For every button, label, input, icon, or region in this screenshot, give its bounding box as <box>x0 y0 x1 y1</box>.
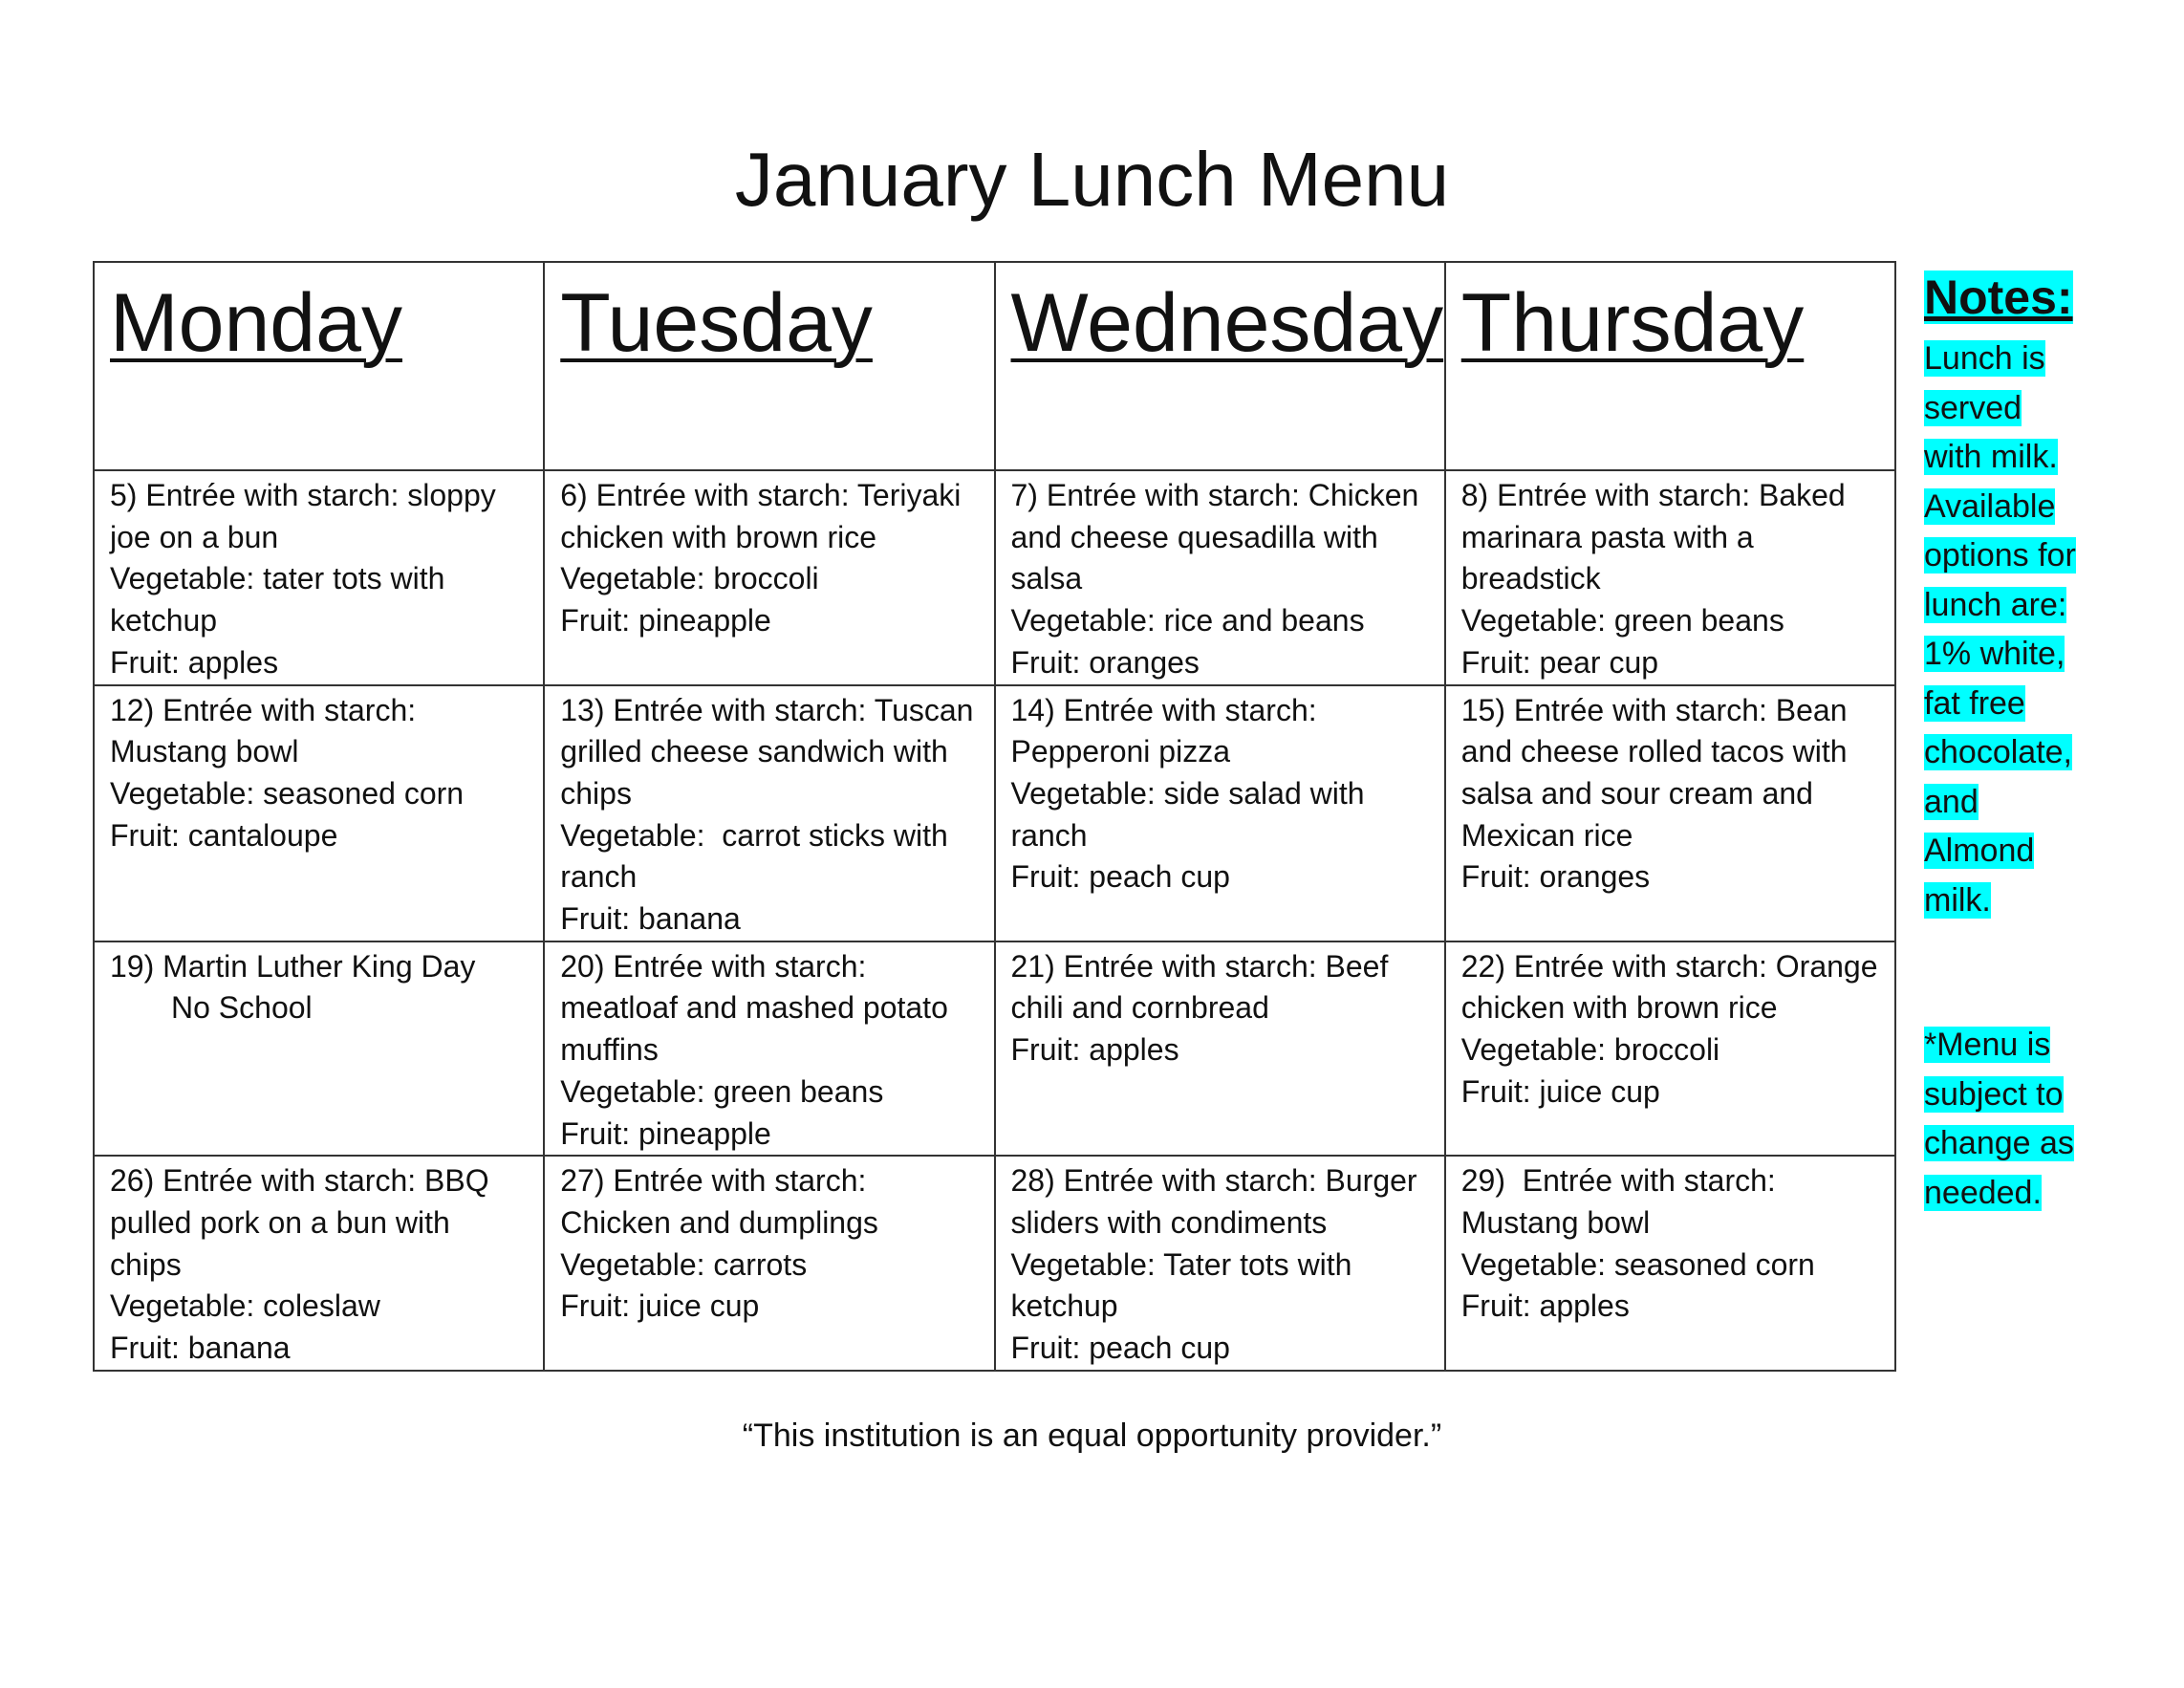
menu-line: Fruit: banana <box>560 901 741 937</box>
menu-cell-jan-12 <box>94 685 544 941</box>
note-line: with milk. <box>1924 439 2058 475</box>
menu-cell-jan-6 <box>544 470 994 685</box>
menu-line: Vegetable: seasoned corn <box>1460 1246 1815 1282</box>
day-header-row <box>94 262 1895 470</box>
menu-line: Fruit: oranges <box>1460 859 1651 895</box>
menu-line: 5) Entrée with starch: sloppy joe on a bun <box>110 478 505 554</box>
week-row-2 <box>94 685 1895 941</box>
menu-cell-jan-7 <box>995 470 1445 685</box>
week-row-3 <box>94 941 1895 1157</box>
menu-line: 26) Entrée with starch: BBQ pulled pork on a bun with chips <box>110 1163 498 1282</box>
menu-line: 27) Entrée with starch: Chicken and dumplings <box>560 1163 878 1240</box>
note-line: subject to <box>1924 1075 2064 1113</box>
milk-note <box>1924 335 2130 925</box>
menu-line: 22) Entrée with starch: Orange chicken with brown rice <box>1460 948 1887 1026</box>
menu-line: Fruit: oranges <box>1010 644 1200 680</box>
day-header-thursday: Thursday <box>1445 262 1895 470</box>
note-line: chocolate, <box>1924 734 2072 770</box>
menu-line: Fruit: juice cup <box>1460 1073 1660 1109</box>
menu-line: 13) Entrée with starch: Tuscan grilled cheese sandwich with chips <box>560 692 983 811</box>
menu-cell-jan-13 <box>544 685 994 941</box>
note-line: 1% white, <box>1924 636 2065 672</box>
menu-cell-jan-20 <box>544 941 994 1157</box>
note-line: Almond <box>1924 833 2035 869</box>
menu-cell-jan-21 <box>995 941 1445 1157</box>
note-line: Lunch is <box>1924 340 2045 377</box>
note-line: and <box>1924 783 1979 820</box>
note-line: lunch are: <box>1924 586 2067 623</box>
menu-cell-jan-29 <box>1445 1156 1895 1371</box>
menu-cell-jan-14 <box>995 685 1445 941</box>
menu-table <box>93 261 1896 1372</box>
menu-line: Vegetable: green beans <box>1460 603 1784 638</box>
notes-panel <box>1924 260 2130 1218</box>
day-header-monday: Monday <box>94 262 544 470</box>
week-row-4 <box>94 1156 1895 1371</box>
menu-line: 28) Entrée with starch: Burger sliders with condiments <box>1010 1163 1426 1240</box>
menu-line: Vegetable: tater tots with ketchup <box>110 561 454 638</box>
menu-line: Fruit: pineapple <box>560 603 771 638</box>
menu-line: Fruit: peach cup <box>1010 859 1230 895</box>
menu-line: 20) Entrée with starch: meatloaf and mashed potato muffins <box>560 948 957 1068</box>
menu-line: 14) Entrée with starch: Pepperoni pizza <box>1010 692 1326 769</box>
page-title: January Lunch Menu <box>734 137 1450 222</box>
menu-cell-jan-8 <box>1445 470 1895 685</box>
menu-line: Fruit: pineapple <box>560 1115 771 1151</box>
menu-line: Fruit: pear cup <box>1460 644 1659 680</box>
menu-line: Vegetable: seasoned corn <box>110 775 465 811</box>
note-line: Available <box>1924 487 2056 525</box>
menu-line: Fruit: juice cup <box>560 1288 760 1324</box>
note-spacer <box>1924 925 2130 1021</box>
note-line: *Menu is <box>1924 1027 2051 1063</box>
menu-line: Fruit: cantaloupe <box>110 817 338 853</box>
note-line: served <box>1924 389 2022 426</box>
menu-line: 12) Entrée with starch: Mustang bowl <box>110 692 425 769</box>
note-line: change as <box>1924 1125 2074 1161</box>
menu-line: 8) Entrée with starch: Baked marinara pasta with a breadstick <box>1460 478 1854 596</box>
note-line: options for <box>1924 537 2076 573</box>
menu-line: Vegetable: carrots <box>560 1246 808 1282</box>
menu-line: Fruit: apples <box>110 644 279 680</box>
menu-line: Fruit: apples <box>1460 1288 1630 1324</box>
menu-line: 21) Entrée with starch: Beef chili and cornbread <box>1010 948 1397 1026</box>
menu-line: Vegetable: broccoli <box>560 561 819 596</box>
note-line: fat free <box>1924 684 2025 722</box>
menu-line: Vegetable: rice and beans <box>1010 603 1365 638</box>
menu-line: 6) Entrée with starch: Teriyaki chicken with brown rice <box>560 478 970 554</box>
menu-change-note <box>1924 1021 2130 1218</box>
menu-line: Fruit: banana <box>110 1331 291 1366</box>
no-school-label: No School <box>171 990 313 1026</box>
menu-line: Vegetable: green beans <box>560 1073 884 1109</box>
week-row-1 <box>94 470 1895 685</box>
menu-cell-jan-26 <box>94 1156 544 1371</box>
note-line: needed. <box>1924 1174 2042 1211</box>
menu-line: 19) Martin Luther King Day <box>110 948 476 984</box>
menu-cell-jan-19 <box>94 941 544 1157</box>
day-header-wednesday: Wednesday <box>995 262 1445 470</box>
menu-line: 7) Entrée with starch: Chicken and cheese quesadilla with salsa <box>1010 478 1428 596</box>
day-header-tuesday: Tuesday <box>544 262 994 470</box>
note-line: milk. <box>1924 881 1991 919</box>
menu-line: Vegetable: broccoli <box>1460 1032 1720 1068</box>
menu-cell-jan-22 <box>1445 941 1895 1157</box>
menu-line: Fruit: apples <box>1010 1032 1179 1068</box>
menu-cell-jan-15 <box>1445 685 1895 941</box>
equal-opportunity-statement: “This institution is an equal opportunity provider.” <box>742 1417 1442 1454</box>
menu-line: Vegetable: coleslaw <box>110 1288 380 1324</box>
menu-cell-jan-28 <box>995 1156 1445 1371</box>
menu-cell-jan-27 <box>544 1156 994 1371</box>
menu-line: Fruit: peach cup <box>1010 1331 1230 1366</box>
menu-line: Vegetable: side salad with ranch <box>1010 775 1373 853</box>
notes-heading: Notes: <box>1924 271 2073 324</box>
menu-cell-jan-5 <box>94 470 544 685</box>
menu-line: Vegetable: carrot sticks with ranch <box>560 817 957 895</box>
menu-line: 15) Entrée with starch: Bean and cheese rolled tacos with salsa and sour cream and Mexican rice <box>1460 692 1856 853</box>
menu-line: 29) Entrée with starch: Mustang bowl <box>1460 1163 1784 1240</box>
menu-line: Vegetable: Tater tots with ketchup <box>1010 1246 1361 1324</box>
